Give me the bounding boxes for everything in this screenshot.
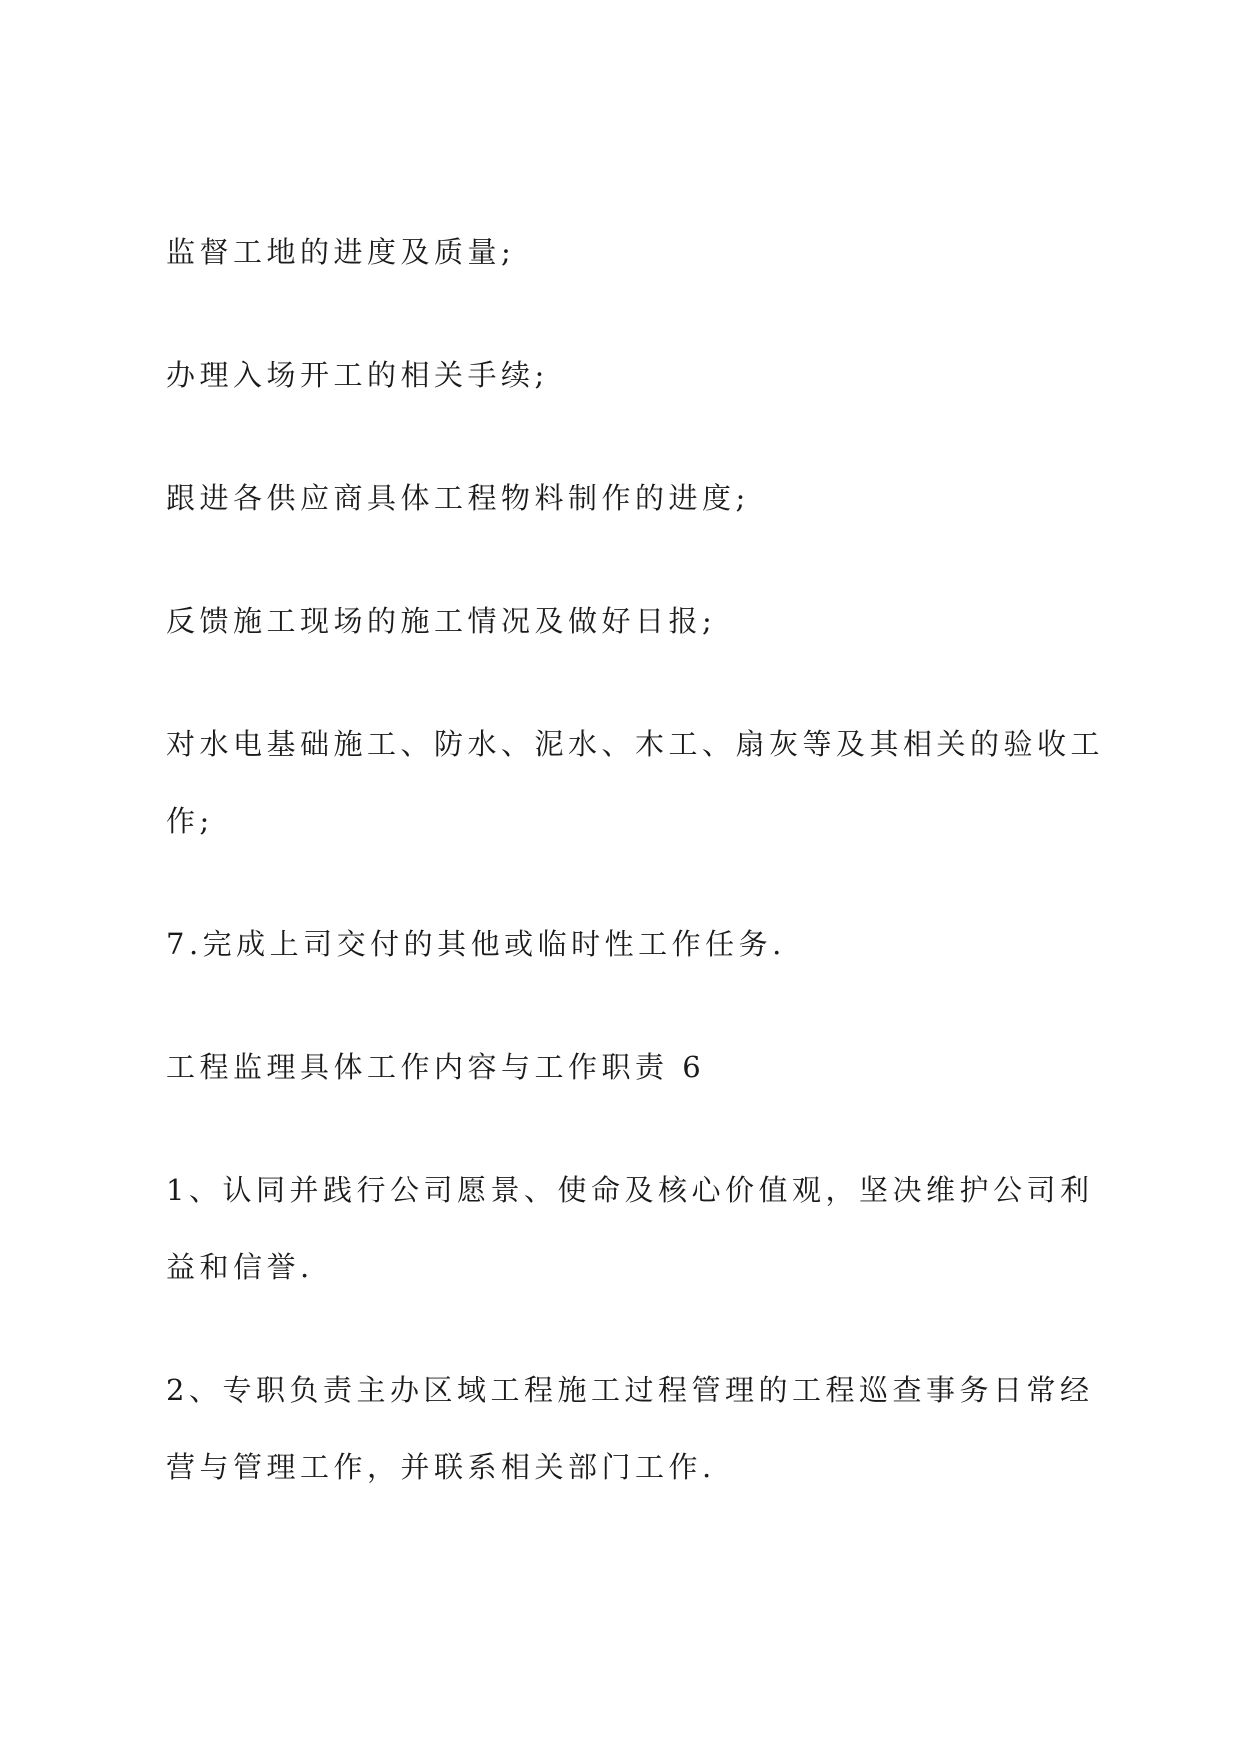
paragraph-line: 对水电基础施工、防水、泥水、木工、扇灰等及其相关的验收工 — [166, 727, 1105, 761]
paragraph-line: 1、认同并践行公司愿景、使命及核心价值观，坚决维护公司利 — [166, 1173, 1094, 1207]
paragraph-line: 办理入场开工的相关手续; — [166, 358, 549, 392]
paragraph-line: 作; — [166, 804, 214, 838]
paragraph-line: 益和信誉. — [166, 1250, 314, 1284]
section-heading: 工程监理具体工作内容与工作职责 6 — [166, 1050, 706, 1084]
paragraph-line: 反馈施工现场的施工情况及做好日报; — [166, 604, 717, 638]
paragraph-line: 跟进各供应商具体工程物料制作的进度; — [166, 481, 750, 515]
paragraph-line: 7.完成上司交付的其他或临时性工作任务. — [166, 927, 786, 961]
paragraph-line: 2、专职负责主办区域工程施工过程管理的工程巡查事务日常经 — [166, 1373, 1094, 1407]
paragraph-line: 营与管理工作，并联系相关部门工作. — [166, 1450, 716, 1484]
paragraph-line: 监督工地的进度及质量; — [166, 235, 516, 269]
